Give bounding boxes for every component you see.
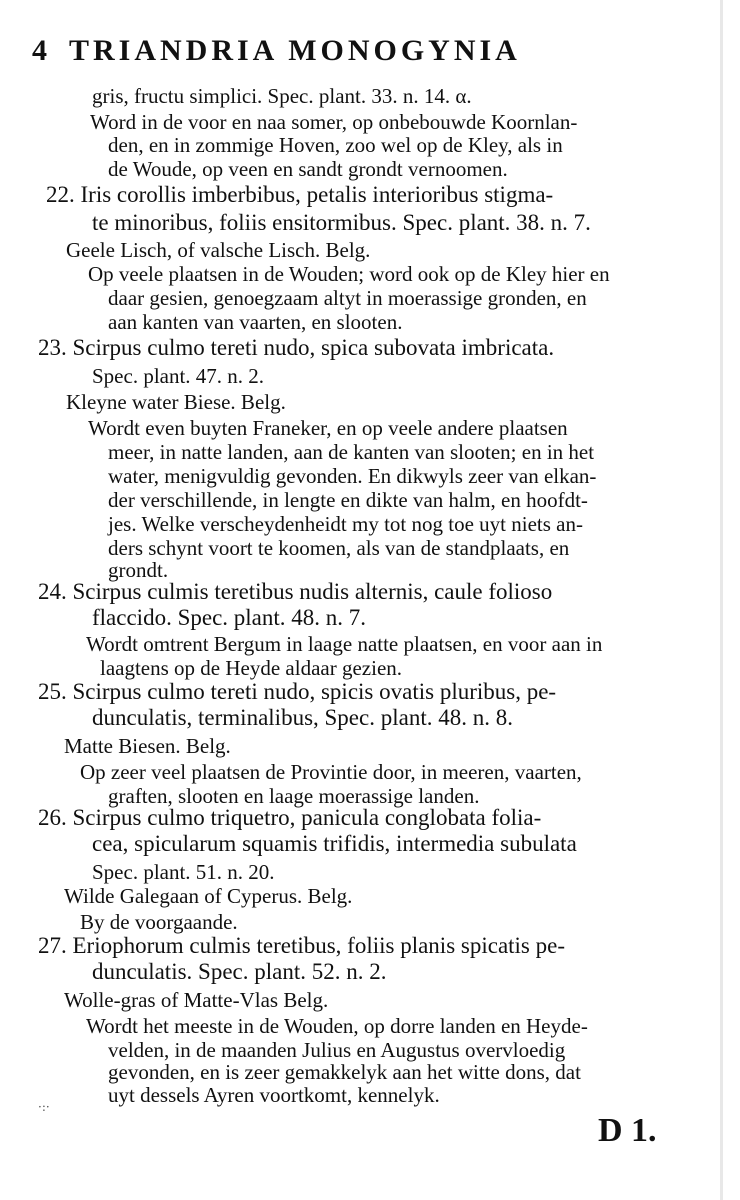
text-line: Wordt het meeste in de Wouden, op dorre landen en Heyde-	[86, 1014, 588, 1038]
entry-heading: 26. Scirpus culmo triquetro, panicula conglobata folia-	[38, 805, 542, 830]
text-line: laagtens op de Heyde aldaar gezien.	[100, 656, 403, 680]
header-title: TRIANDRIA MONOGYNIA	[69, 34, 521, 67]
text-line: grondt.	[108, 558, 169, 582]
text-line: water, menigvuldig gevonden. En dikwyls zeer van elkan-	[108, 464, 597, 488]
entry-heading: 24. Scirpus culmis teretibus nudis alternis, caule folioso	[38, 579, 553, 604]
text-line: cea, spicularum squamis trifidis, intermedia subulata	[92, 831, 577, 856]
page-edge-shadow	[720, 0, 723, 1200]
entry-heading: 22. Iris corollis imberbibus, petalis interioribus stigma-	[46, 182, 554, 207]
text-line: graften, slooten en laage moerassige landen.	[108, 784, 480, 808]
text-line: Spec. plant. 51. n. 20.	[92, 860, 275, 884]
text-line: By de voorgaande.	[80, 910, 238, 934]
text-line: gris, fructu simplici. Spec. plant. 33. n. 14. α.	[92, 84, 472, 108]
page-number: 4	[32, 34, 51, 67]
text-line: velden, in de maanden Julius en Augustus overvloedig	[108, 1038, 566, 1062]
ink-speck: ·:·	[38, 1100, 50, 1114]
vernacular-name: Wolle-gras of Matte-Vlas Belg.	[64, 988, 329, 1012]
vernacular-name: Wilde Galegaan of Cyperus. Belg.	[64, 884, 353, 908]
text-line: jes. Welke verscheydenheidt my tot nog toe uyt niets an-	[108, 512, 583, 536]
text-line: gevonden, en is zeer gemakkelyk aan het witte dons, dat	[108, 1060, 581, 1084]
vernacular-name: Geele Lisch, of valsche Lisch. Belg.	[66, 238, 371, 262]
text-line: Spec. plant. 47. n. 2.	[92, 364, 265, 388]
text-line: Word in de voor en naa somer, op onbebouwde Koornlan-	[90, 110, 578, 134]
text-line: te minoribus, foliis ensitormibus. Spec. plant. 38. n. 7.	[92, 210, 591, 235]
vernacular-name: Matte Biesen. Belg.	[64, 734, 231, 758]
entry-heading: 25. Scirpus culmo tereti nudo, spicis ovatis pluribus, pe-	[38, 679, 557, 704]
text-line: der verschillende, in lengte en dikte van halm, en hoofdt-	[108, 488, 588, 512]
text-line: flaccido. Spec. plant. 48. n. 7.	[92, 605, 367, 630]
text-line: dunculatis. Spec. plant. 52. n. 2.	[92, 959, 387, 984]
text-line: Wordt omtrent Bergum in laage natte plaatsen, en voor aan in	[86, 632, 603, 656]
text-line: uyt dessels Ayren voortkomt, kennelyk.	[108, 1083, 440, 1107]
text-line: Wordt even buyten Franeker, en op veele andere plaatsen	[88, 416, 568, 440]
running-header	[32, 34, 722, 68]
entry-heading: 27. Eriophorum culmis teretibus, foliis planis spicatis pe-	[38, 933, 566, 958]
text-line: dunculatis, terminalibus, Spec. plant. 48. n. 8.	[92, 705, 513, 730]
entry-heading: 23. Scirpus culmo tereti nudo, spica subovata imbricata.	[38, 335, 555, 360]
text-line: ders schynt voort te koomen, als van de standplaats, en	[108, 536, 570, 560]
text-line: den, en in zommige Hoven, zoo wel op de Kley, als in	[108, 133, 563, 157]
vernacular-name: Kleyne water Biese. Belg.	[66, 390, 286, 414]
text-line: Op veele plaatsen in de Wouden; word ook op de Kley hier en	[88, 262, 610, 286]
signature-mark: D 1.	[598, 1112, 657, 1149]
text-line: aan kanten van vaarten, en slooten.	[108, 310, 403, 334]
text-line: Op zeer veel plaatsen de Provintie door, in meeren, vaarten,	[80, 760, 582, 784]
text-line: de Woude, op veen en sandt grondt vernoomen.	[108, 157, 508, 181]
text-line: daar gesien, genoegzaam altyt in moerassige gronden, en	[108, 286, 587, 310]
text-line: meer, in natte landen, aan de kanten van slooten; en in het	[108, 440, 595, 464]
